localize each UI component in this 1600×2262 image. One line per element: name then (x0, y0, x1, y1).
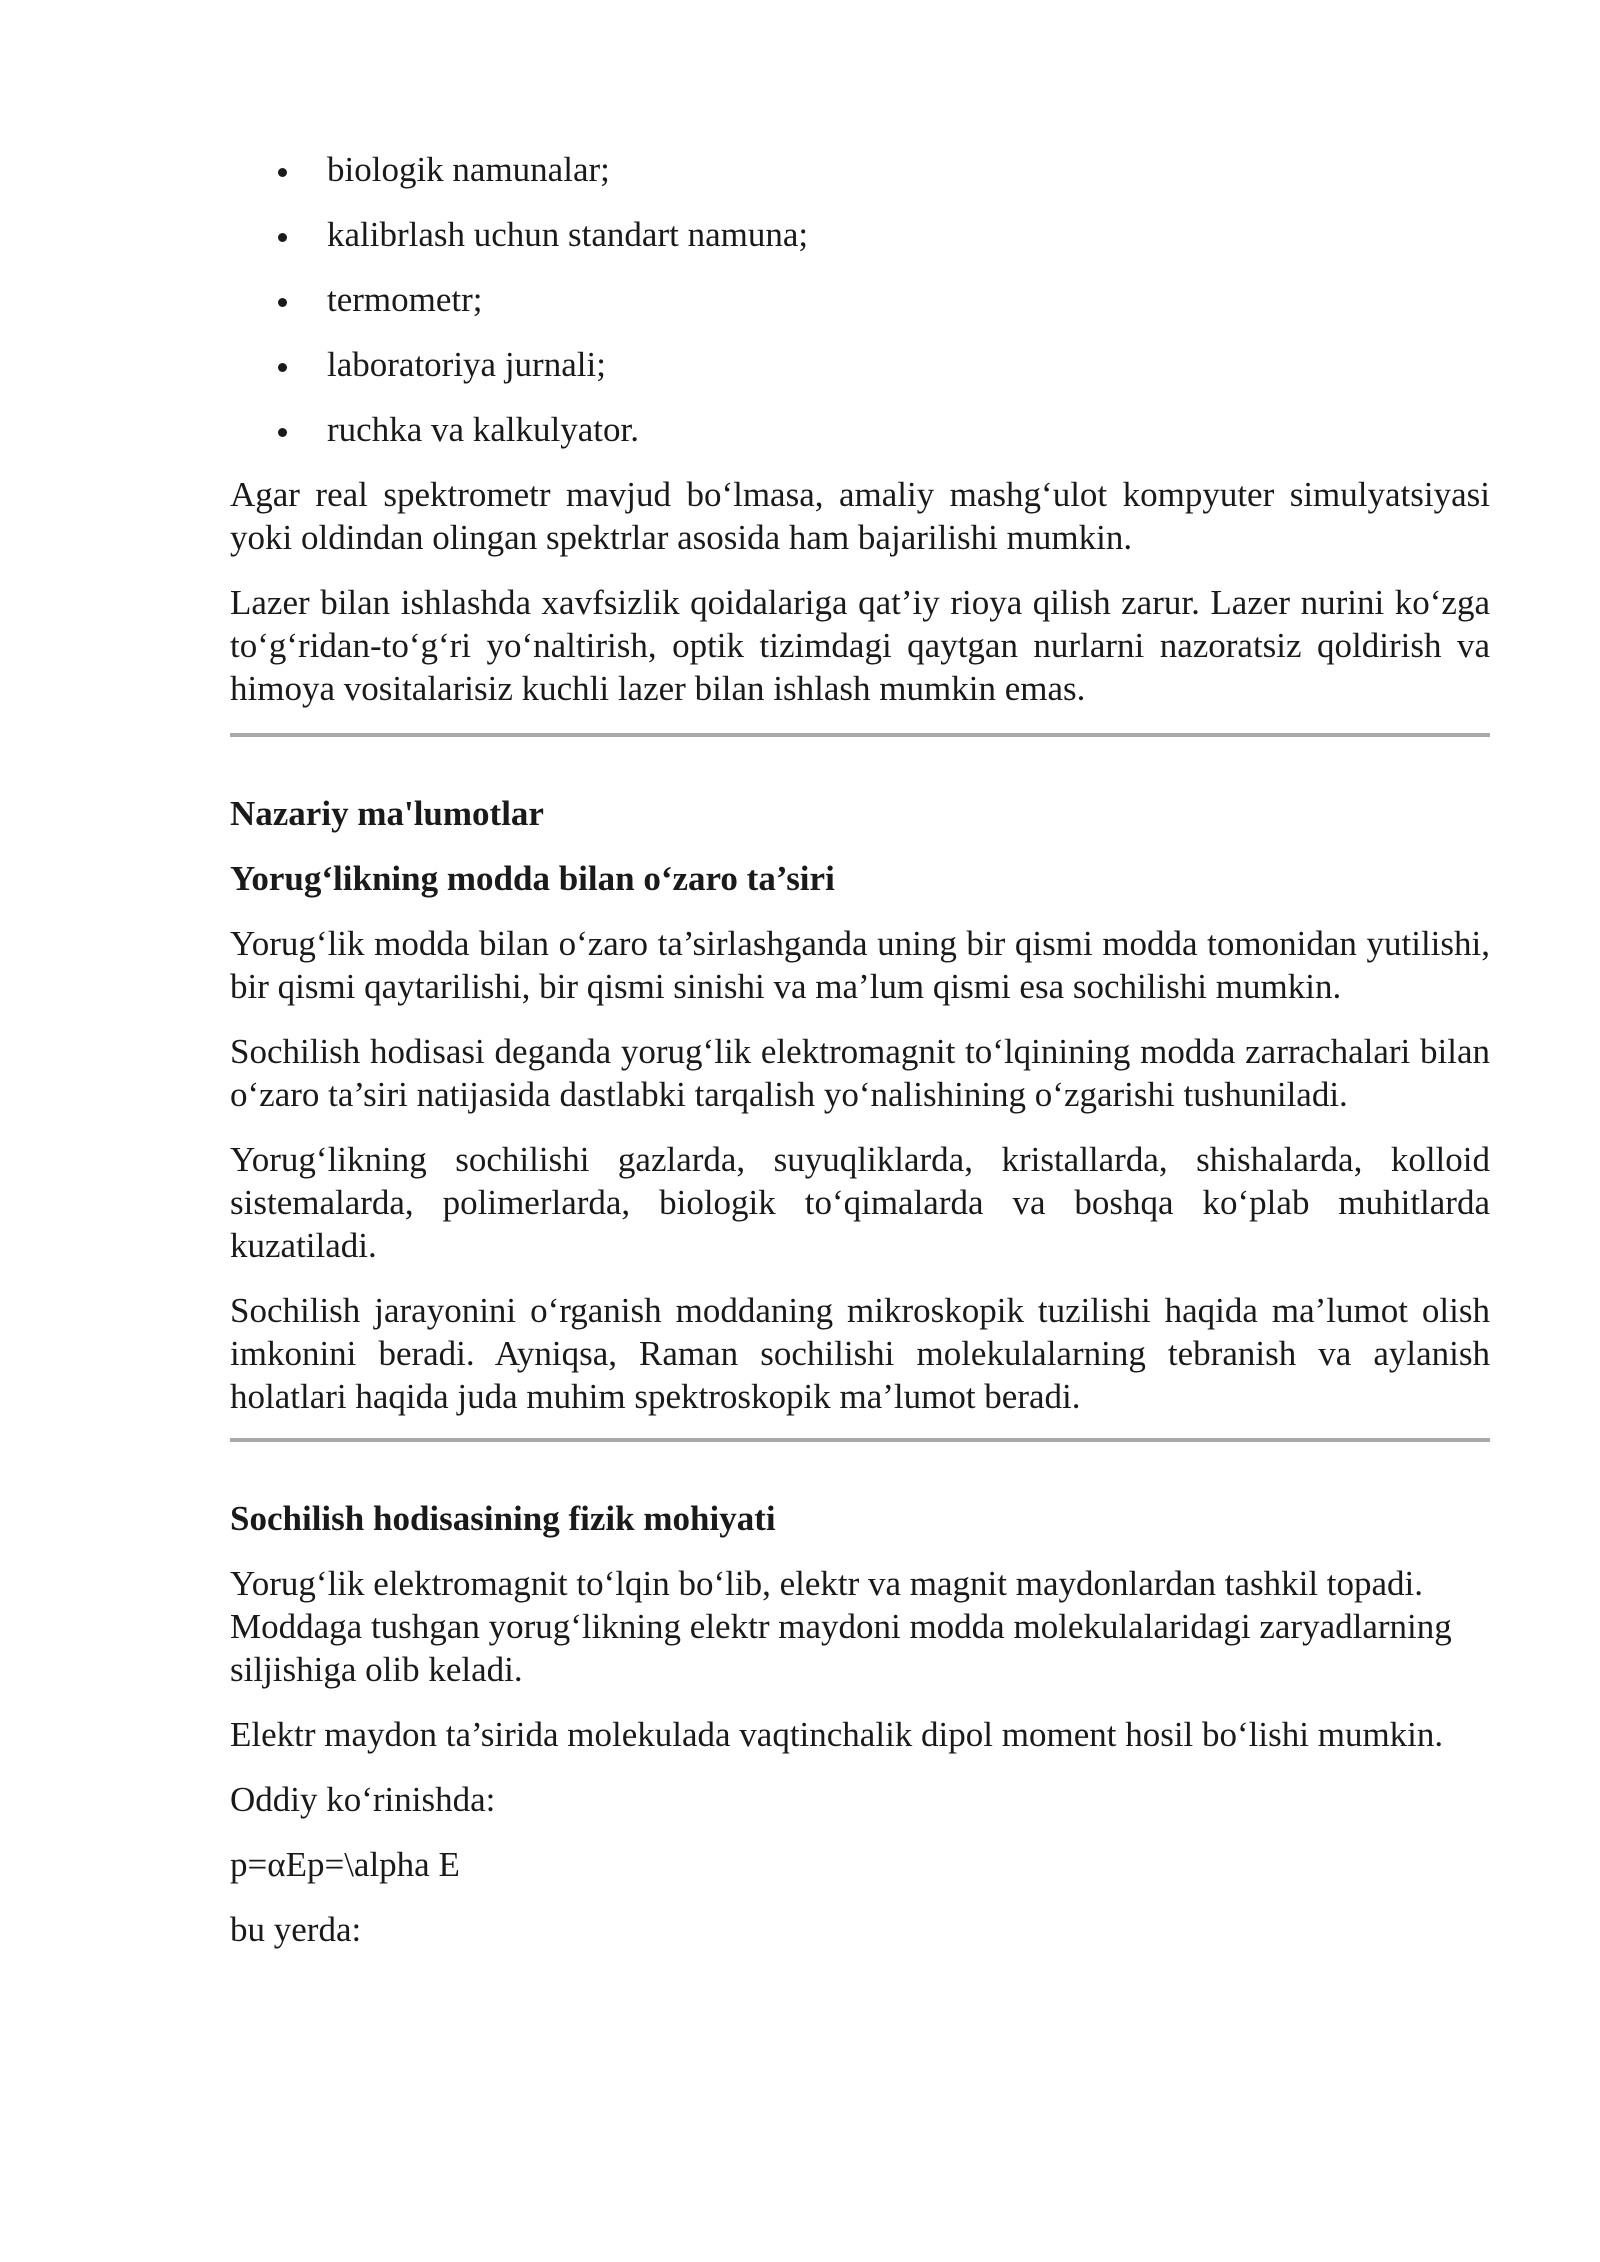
laser-safety-paragraph: Lazer bilan ishlashda xavfsizlik qoidalariga qat’iy rioya qilish zarur. Lazer nurini ko‘zga to‘g‘ridan-to‘g‘ri yo‘naltirish, optik tizimdagi qaytgan nurlarni nazoratsiz qoldirish va himoya vositalarisiz kuchli lazer bilan ishlash mumkin emas. (230, 583, 1490, 708)
simulation-note-paragraph: Agar real spektrometr mavjud bo‘lmasa, amaliy mashg‘ulot kompyuter simulyatsiyasi yoki oldindan olingan spektrlar asosida ham bajarilishi mumkin. (230, 475, 1490, 557)
section-title-theory: Nazariy ma'lumotlar (230, 794, 544, 833)
paragraph: Yorug‘lik elektromagnit to‘lqin bo‘lib, elektr va magnit maydonlardan tashkil topadi. Moddaga tushgan yorug‘likning elektr maydoni modda molekulalaridagi zaryadlarning siljishiga olib keladi. (230, 1564, 1452, 1689)
equipment-list (230, 148, 1490, 451)
bullet-icon (278, 363, 287, 372)
paragraph: Yorug‘lik modda bilan o‘zaro ta’sirlashganda uning bir qismi modda tomonidan yutilishi, bir qismi qaytarilishi, bir qismi sinishi va ma’lum qismi esa sochilishi mumkin. (230, 924, 1490, 1006)
list-item-text: kalibrlash uchun standart namuna; (327, 215, 809, 254)
bullet-icon (278, 298, 287, 307)
list-item-text: biologik namunalar; (327, 150, 610, 189)
paragraph: Elektr maydon ta’sirida molekulada vaqtinchalik dipol moment hosil bo‘lishi mumkin. (230, 1715, 1444, 1754)
paragraph: Sochilish jarayonini o‘rganish moddaning mikroskopik tuzilishi haqida ma’lumot olish imkonini beradi. Ayniqsa, Raman sochilishi molekulalarning tebranish va aylanish holatlari haqida juda muhim spektroskopik ma’lumot beradi. (230, 1291, 1490, 1416)
list-item-text: ruchka va kalkulyator. (327, 410, 639, 449)
list-item (230, 343, 1490, 386)
paragraph: Oddiy ko‘rinishda: (230, 1780, 496, 1819)
paragraph: bu yerda: (230, 1910, 362, 1949)
paragraph: Sochilish hodisasi deganda yorug‘lik elektromagnit to‘lqinining modda zarrachalari bilan o‘zaro ta’siri natijasida dastlabki tarqalish yo‘nalishining o‘zgarishi tushuniladi. (230, 1032, 1490, 1114)
bullet-icon (278, 233, 287, 242)
section-title-physics: Sochilish hodisasining fizik mohiyati (230, 1499, 776, 1538)
list-item (230, 213, 1490, 256)
list-item-text: termometr; (327, 280, 483, 319)
list-item-text: laboratoriya jurnali; (327, 345, 606, 384)
formula-line: p=αEp=\alpha E (230, 1845, 460, 1884)
document-page (230, 148, 1490, 1973)
list-item (230, 408, 1490, 451)
bullet-icon (278, 428, 287, 437)
paragraph: Yorug‘likning sochilishi gazlarda, suyuqliklarda, kristallarda, shishalarda, kolloid sistemalarda, polimerlarda, biologik to‘qimalarda va boshqa ko‘plab muhitlarda kuzatiladi. (230, 1140, 1490, 1265)
subsection-title-light-matter: Yorug‘likning modda bilan o‘zaro ta’siri (230, 859, 835, 898)
list-item (230, 148, 1490, 191)
list-item (230, 278, 1490, 321)
bullet-icon (278, 168, 287, 177)
